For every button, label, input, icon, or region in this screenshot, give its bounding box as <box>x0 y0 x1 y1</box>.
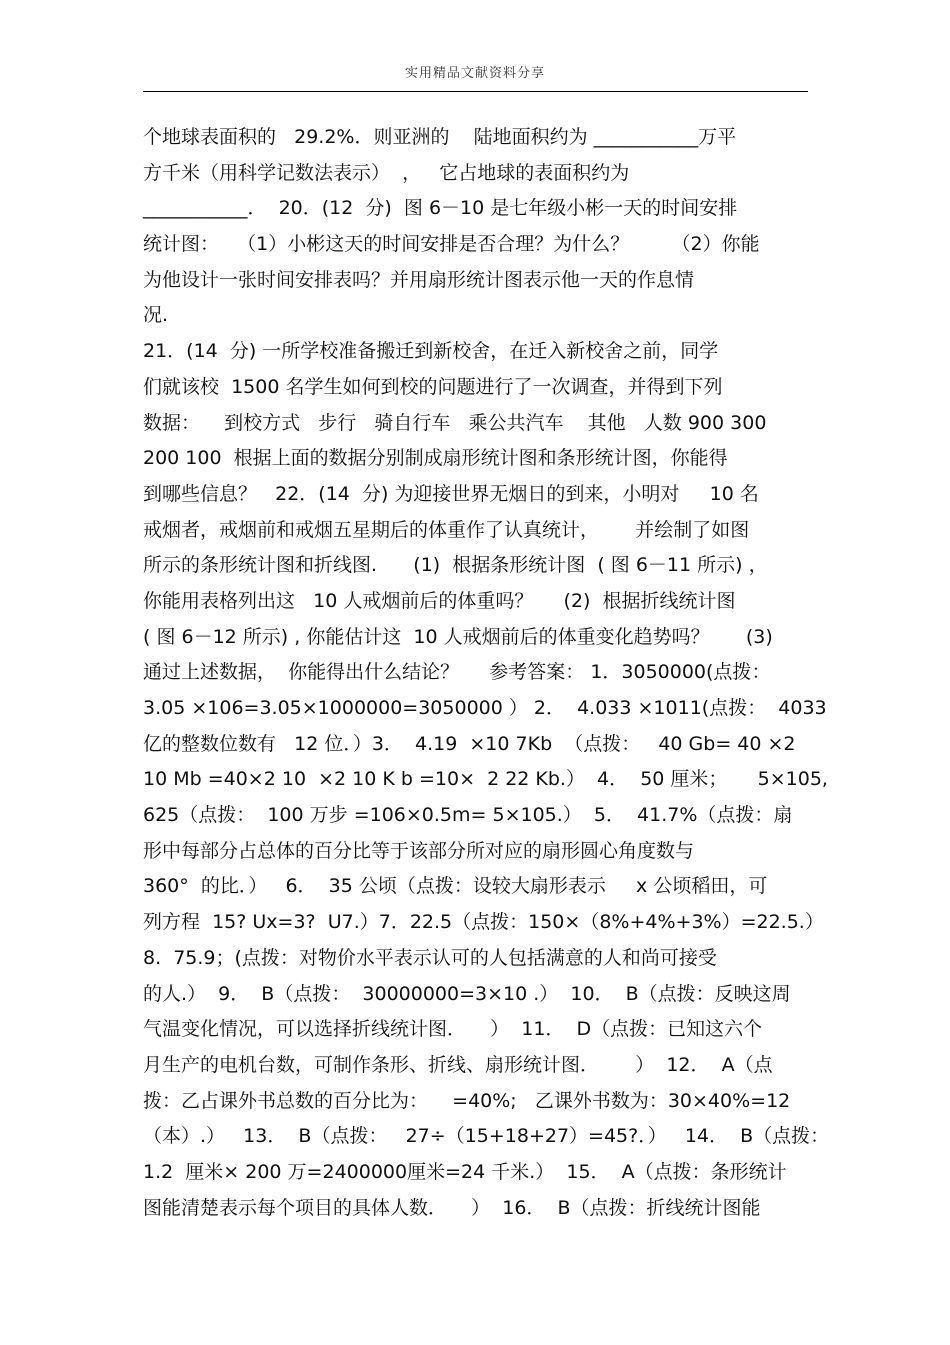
text-line: 通过上述数据， 你能得出什么结论？ 参考答案： 1．3050000(点拨： <box>143 661 771 684</box>
text-line: 气温变化情况，可以选择折线统计图． ） 11． D（点拨：已知这六个 <box>143 1018 763 1041</box>
text-line: 21．(14 分) 一所学校准备搬迁到新校舍，在迁入新校舍之前，同学 <box>143 340 719 363</box>
text-line: 3.05 ×106=3.05×1000000=3050000 ） 2． 4.033 ×1011(点拨： 4033 <box>143 697 827 719</box>
text-line: 625（点拨： 100 万步 =106×0.5m= 5×105.） 5． 41.7%（点拨：扇 <box>143 804 793 827</box>
text-line: 200 100 根据上面的数据分别制成扇形统计图和条形统计图，你能得 <box>143 447 728 470</box>
text-line: （本）.） 13． B（点拨： 27÷（15+18+27）=45?．） 14． B（点拨： <box>143 1125 830 1148</box>
text-line: 图能清楚表示每个项目的具体人数． ） 16． B（点拨：折线统计图能 <box>143 1196 761 1219</box>
text-line: 形中每部分占总体的百分比等于该部分所对应的扇形圆心角度数与 <box>143 839 695 862</box>
header-rule <box>143 91 808 92</box>
text-line: 亿的整数位数有 12 位．）3． 4.19 ×10 7Kb （点拨： 40 Gb= 40 ×2 <box>143 732 796 755</box>
text-line: 们就该校 1500 名学生如何到校的问题进行了一次调查，并得到下列 <box>143 375 723 398</box>
text-line: 拨：乙占课外书总数的百分比为： =40%; 乙课外书数为：30×40%=12 <box>143 1089 791 1112</box>
text-line: 个地球表面积的 29.2%．则亚洲的 陆地面积约为 ___________万平 <box>143 126 737 148</box>
text-line: 你能用表格列出这 10 人戒烟前后的体重吗？ (2) 根据折线统计图 <box>143 589 736 612</box>
text-line: 月生产的电机台数，可制作条形、折线、扇形统计图． ） 12． A（点 <box>143 1053 773 1076</box>
page-header-title: 实用精品文献资料分享 <box>404 66 545 81</box>
text-line: 戒烟者，戒烟前和戒烟五星期后的体重作了认真统计， 并绘制了如图 <box>143 518 750 541</box>
text-line: 10 Mb =40×2 10 ×2 10 K b =10× 2 22 Kb.） 4． 50 厘米； 5×105, <box>143 768 828 791</box>
text-line: 列方程 15? Ux=3? U7.）7．22.5（点拨：150×（8%+4%+3%）=22.5.） <box>143 911 824 934</box>
text-line: 到哪些信息？ 22．(14 分) 为迎接世界无烟日的到来，小明对 10 名 <box>143 482 759 505</box>
document-body <box>143 120 830 1226</box>
text-line: 360° 的比．） 6． 35 公顷（点拨：设较大扇形表示 x 公顷稻田，可 <box>143 875 768 898</box>
text-line: 统计图： （1）小彬这天的时间安排是否合理？为什么？ （2）你能 <box>143 233 760 256</box>
text-line: 所示的条形统计图和折线图. (1) 根据条形统计图 ( 图 6－11 所示) ， <box>143 554 768 577</box>
text-line: 1.2 厘米× 200 万=2400000厘米=24 千米.） 15． A（点拨：条形统计 <box>143 1160 787 1183</box>
text-line: ( 图 6－12 所示) , 你能估计这 10 人戒烟前后的体重变化趋势吗？ (3) <box>143 625 773 648</box>
text-line: 的人.） 9． B（点拨： 30000000=3×10 .） 10． B（点拨：反映这周 <box>143 982 791 1005</box>
text-line: 方千米（用科学记数法表示） ， 它占地球的表面积约为 <box>143 161 630 184</box>
text-line: 为他设计一张时间安排表吗？并用扇形统计图表示他一天的作息情 <box>143 268 695 291</box>
text-line: 8. 75.9；(点拨：对物价水平表示认可的人包括满意的人和尚可接受 <box>143 946 717 969</box>
text-line: 数据： 到校方式 步行 骑自行车 乘公共汽车 其他 人数 900 300 <box>143 411 767 434</box>
text-line: ___________． 20．(12 分) 图 6－10 是七年级小彬一天的时间安排 <box>143 197 738 220</box>
text-line: 况. <box>143 304 169 327</box>
